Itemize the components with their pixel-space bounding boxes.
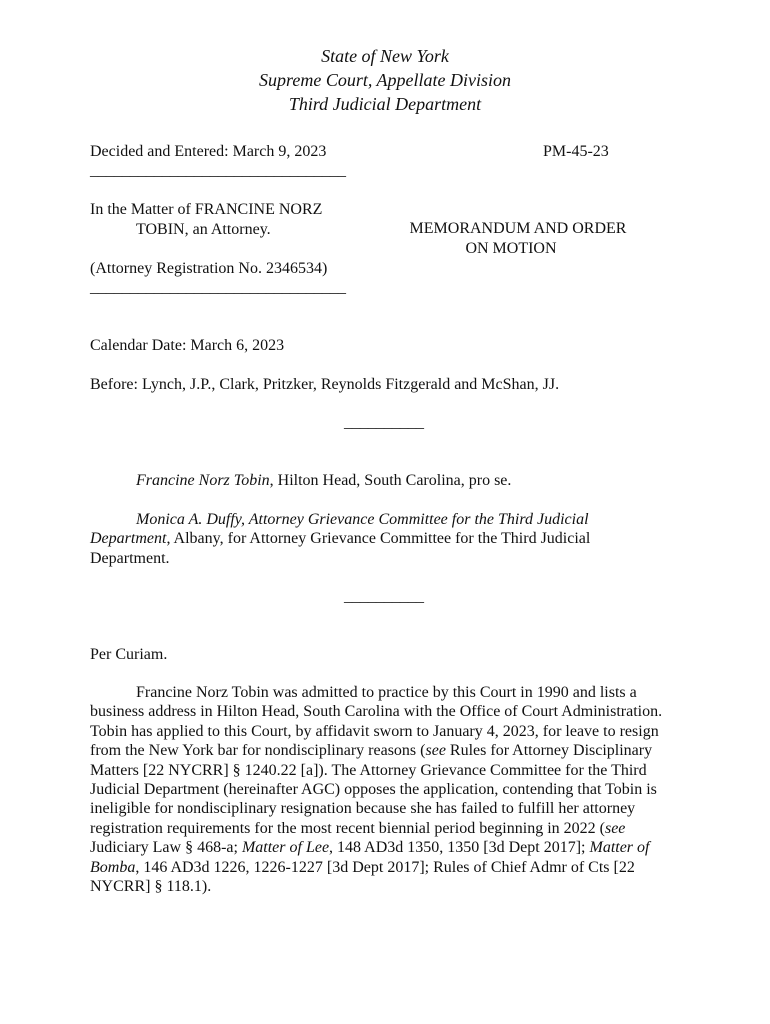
appearance-agc-line1 <box>136 510 589 529</box>
appearance-agc-line3: Department. <box>90 550 170 567</box>
opinion-line <box>90 741 652 760</box>
opinion-line <box>90 799 635 818</box>
matter-caption-line2: TOBIN, an Attorney. <box>136 221 271 238</box>
opinion-text: Judicial Department (hereinafter AGC) opposes the application, contending that Tobin is <box>90 781 657 798</box>
opinion-line <box>90 780 657 799</box>
panel-judges: Before: Lynch, J.P., Clark, Pritzker, Reynolds Fitzgerald and McShan, JJ. <box>90 376 560 393</box>
opinion-line <box>90 877 211 896</box>
docket-number: PM-45-23 <box>543 143 609 160</box>
court-state-heading: State of New York <box>321 46 449 66</box>
opinion-line <box>90 858 635 877</box>
memorandum-title-line2: ON MOTION <box>465 240 557 257</box>
agc-counsel-name: Monica A. Duffy, Attorney Grievance Committee for the Third Judicial <box>136 511 589 528</box>
memorandum-title-line1: MEMORANDUM AND ORDER <box>409 220 627 237</box>
citation-italic-text: see <box>425 742 446 759</box>
citation-italic-text: Matter of <box>589 839 650 856</box>
opinion-text: Francine Norz Tobin was admitted to practice by this Court in 1990 and lists a <box>136 684 637 701</box>
opinion-text: Judiciary Law § 468-a; <box>90 839 242 856</box>
appearance-agc-line2 <box>90 529 590 548</box>
opinion-line <box>136 683 637 702</box>
citation-italic-text: Bomba <box>90 859 136 876</box>
section-separator-2: __________ <box>344 588 424 605</box>
divider-rule-bottom: ________________________________ <box>90 279 346 296</box>
opinion-text: business address in Hilton Head, South Carolina with the Office of Court Administration. <box>90 703 663 720</box>
matter-caption-line1: In the Matter of FRANCINE NORZ <box>90 201 323 218</box>
calendar-date: Calendar Date: March 6, 2023 <box>90 337 285 354</box>
court-department-heading: Third Judicial Department <box>288 94 482 114</box>
respondent-name: Francine Norz Tobin <box>136 472 270 489</box>
agc-counsel-name-cont: Department <box>90 530 167 547</box>
opinion-line <box>90 722 659 741</box>
divider-rule-top: ________________________________ <box>90 162 346 179</box>
opinion-text: registration requirements for the most recent biennial period beginning in 2022 ( <box>90 820 605 837</box>
court-name-heading: Supreme Court, Appellate Division <box>259 70 511 90</box>
agc-appearance-text: , Albany, for Attorney Grievance Committee for the Third Judicial <box>166 530 591 547</box>
respondent-appearance-text: , Hilton Head, South Carolina, pro se. <box>269 472 512 489</box>
opinion-text: NYCRR] § 118.1). <box>90 878 212 895</box>
opinion-text: Matters [22 NYCRR] § 1240.22 [a]). The Attorney Grievance Committee for the Third <box>90 762 647 779</box>
opinion-text: Rules for Attorney Disciplinary <box>445 742 653 759</box>
opinion-text: , 146 AD3d 1226, 1226-1227 [3d Dept 2017]; Rules of Chief Admr of Cts [22 <box>135 859 635 876</box>
opinion-line <box>90 761 647 780</box>
per-curiam-heading: Per Curiam. <box>90 646 168 663</box>
section-separator-1: __________ <box>344 414 424 431</box>
citation-italic-text: Matter of Lee <box>241 839 330 856</box>
decided-date: Decided and Entered: March 9, 2023 <box>90 143 327 160</box>
appearance-respondent <box>136 471 511 490</box>
opinion-text: from the New York bar for nondisciplinary reasons ( <box>90 742 426 759</box>
opinion-line <box>90 702 662 721</box>
opinion-line <box>90 838 649 857</box>
opinion-text: ineligible for nondisciplinary resignation because she has failed to fulfill her attorney <box>90 800 636 817</box>
attorney-registration: (Attorney Registration No. 2346534) <box>90 260 328 277</box>
opinion-text: , 148 AD3d 1350, 1350 [3d Dept 2017]; <box>329 839 590 856</box>
citation-italic-text: see <box>604 820 626 837</box>
opinion-line <box>90 819 625 838</box>
opinion-text: Tobin has applied to this Court, by affidavit sworn to January 4, 2023, for leave to resign <box>90 723 659 740</box>
